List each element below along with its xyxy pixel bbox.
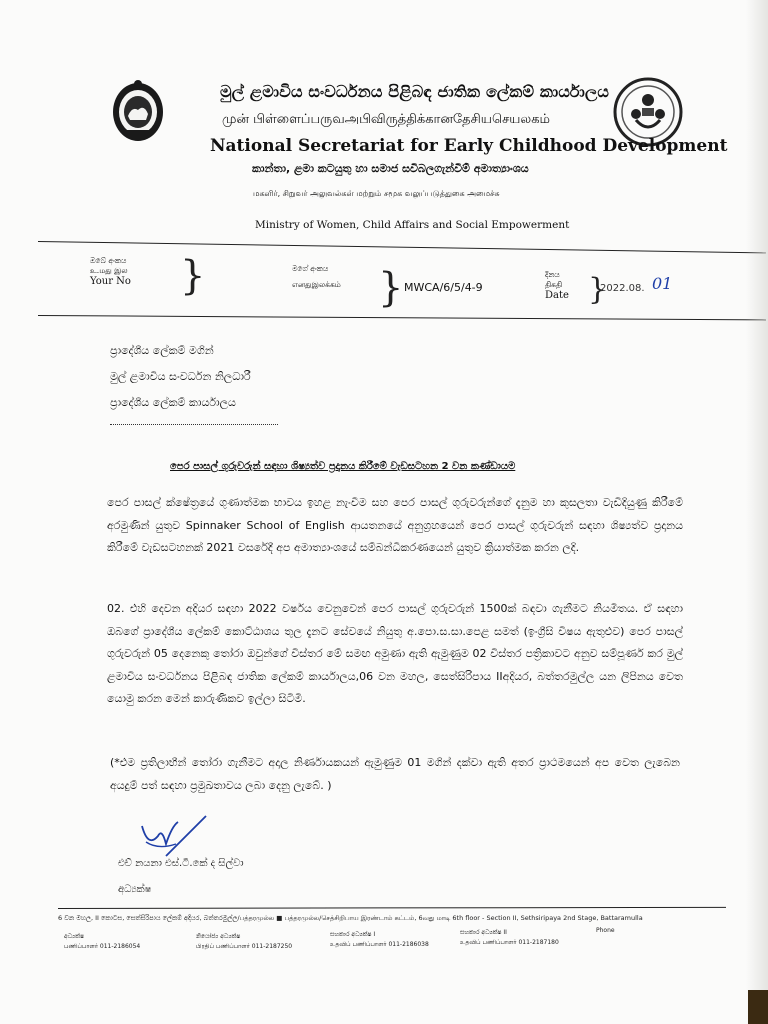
body-paragraph-1: පෙර පාසල් ක්ෂේත්‍රයේ ගුණාත්මක භාවය ඉහළ නැංවීම සහ පෙර පාසල් ගුරුවරුන්ගේ දැනුම හා කුසලතා වැඩිදියුණු කිරීමේ අරමුණින් යුතුව Spinnaker School of English ආයතනයේ අනුග්‍රහයෙන් පෙර පාසල් ගුරුවරුන් සඳහා ශිෂ්‍යත්ව ප්‍රදානය කිරීමේ වැඩසටහනක් 2021 වසරේදී අප අමාත්‍යාංශයේ සම්බන්ධීකරණයෙන් යුතුව ක්‍රියාත්මක කරන ලදි. [107, 496, 683, 554]
footer-contact-3-value: உதவிப் பணிப்பாளர் 011-2186038 [330, 941, 429, 948]
date-sinhala: දිනය [545, 270, 560, 279]
footer-contact-4-value: உதவிப் பணிப்பாளர் 011-2187180 [460, 939, 559, 946]
ministry-sinhala: කාන්තා, ළමා කටයුතු හා සමාජ සවිබලගැන්වීම් අමාත්‍යාංශය [252, 162, 529, 175]
footer-contact-1 [64, 932, 140, 952]
reference-number: MWCA/6/5/4-9 [404, 281, 483, 294]
footer-contact-2-label: නියෝජ්‍ය අධ්‍යක්ෂ [196, 933, 241, 940]
date-tamil: திகதி [545, 280, 563, 289]
footer-rule [58, 907, 726, 909]
my-no-block [292, 264, 341, 290]
header-bottom-rule [38, 315, 766, 320]
footer-contact-1-value: பணிப்பாளர் 011-2186054 [64, 943, 141, 950]
recipient-address [110, 338, 251, 416]
ministry-english: Ministry of Women, Child Affairs and Social Empowerment [255, 219, 570, 231]
letterhead-sinhala-title: මුල් ළමාවිය සංවර්ධනය පිළිබඳ ජාතික ලේකම් කාර්යාලය [220, 82, 610, 101]
date-value: 2022.08. [600, 283, 645, 294]
date-block [545, 270, 569, 301]
footer-contact-5 [596, 926, 615, 936]
sri-lanka-emblem-icon [110, 78, 166, 144]
signatory-name: එච් නයනා එස්.ටී.කේ ද සිල්වා [118, 858, 244, 869]
your-no-sinhala: ඔබේ අංකය [90, 256, 127, 265]
signatory-block [118, 851, 244, 903]
footer-contact-4 [460, 928, 559, 948]
header-top-rule [38, 241, 766, 253]
letterhead-english-title: National Secretariat for Early Childhood Development [210, 136, 728, 156]
recipient-line-2: මුල් ළමාවිය සංවර්ධන නිලධාරී [110, 370, 251, 383]
your-no-brace: } [180, 253, 206, 299]
recipient-dotted-line [110, 424, 278, 425]
footer-contact-5-label: Phone [596, 927, 615, 934]
my-no-brace: } [378, 265, 404, 311]
footer-contact-2 [196, 932, 292, 952]
footer-contact-3 [330, 930, 429, 950]
date-brace: } [588, 272, 608, 307]
footer-contact-3-label: සහකාර අධ්‍යක්ෂ I [330, 931, 376, 938]
signatory-title: අධ්‍යක්ෂ [118, 884, 152, 895]
page-edge-shadow [746, 0, 768, 1024]
date-english: Date [545, 290, 569, 301]
my-no-sinhala: මගේ අංකය [292, 264, 329, 273]
body-paragraph-2: 02. එහි දෙවන අදියර සඳහා 2022 වර්ෂය වෙනුවෙන් පෙර පාසල් ගුරුවරුන් 1500ක් බඳවා ගැනීමට නියමිතය. ඒ සඳහා ඔබගේ ප්‍රාදේශීය ලේකම් කොට්ඨාශය තුල දැනට සේවයේ නියුතු අ.පො.ස.සා.පෙළ සමත් (ඉංග්‍රීසි විෂය ඇතුළුව) පෙර පාසල් ගුරුවරුන් 05 දෙනෙකු තෝරා ඔවුන්ගේ විස්තර මේ සමඟ අමුණා ඇති ඇමුණුම 02 විස්තර පත්‍රිකාවට අනුව සම්පූර්ණ කර මුල් ළමාවිය සංවර්ධනය පිළිබඳ ජාතික ලේකම් කාර්යාලය,06 වන මහල, සෙත්සිරිපාය IIඅදියර, බත්තරමුල්ල යන ලිපිනය වෙත යොමු කරන මෙන් කාරුණිකව ඉල්ලා සිටිමි. [107, 602, 683, 705]
your-no-block [90, 256, 131, 287]
your-no-tamil: உ.மது இல [90, 266, 128, 275]
ministry-tamil: மகளிர், சிறுவர் அலுவல்கள் மற்றும் சமூக வலுப்படுத்துகை அமைச்சு [253, 189, 500, 198]
background-edge [748, 990, 768, 1024]
body-paragraph-3: (*එම ප්‍රතිලාභීන් තෝරා ගැනීමට අදාල නිර්ණායකයන් ඇමුණුම 01 මගින් දක්වා ඇති අතර ප්‍රාථමයෙන් අප වෙත ලැබෙන අයදුම් පත් සඳහා ප්‍රමුඛතාවය ලබා දෙනු ලැබේ. ) [110, 756, 680, 792]
footer-contact-2-value: பிரதிப் பணிப்பாளர் 011-2187250 [196, 943, 293, 950]
your-no-english: Your No [90, 276, 131, 287]
date-handwritten-day: 01 [652, 274, 673, 293]
footer-address: 6 වන මහල, II කොටස, සෙත්සිරිපාය ලේකම් අදියර, බත්තරමුල්ල/பத்தரமுல்ல ■ பத்தரமுல்ல/செத்சிறிபாய இரண்டாம் கட்டம், 6வது மாடி 6th floor - Section II, Sethsiripaya 2nd Stage, Battaramulla [58, 914, 643, 922]
letterhead-tamil-title: முன் பிள்ளைப்பருவஅபிவிருத்திக்கானதேசியசெயலகம் [222, 112, 550, 127]
footer-contact-4-label: සහකාර අධ්‍යක්ෂ II [460, 929, 507, 936]
my-no-tamil: எனதுஇலக்கம் [292, 280, 341, 289]
footer-contact-1-label: අධ්‍යක්ෂ [64, 933, 85, 940]
recipient-line-1: ප්‍රාදේශීය ලේකම් මගින් [110, 344, 214, 357]
letter-subject: පෙර පාසල් ගුරුවරුන් සඳහා ශිෂ්‍යත්ව ප්‍රදානය කිරීමේ වැඩසටහන 2 වන කණ්ඩායම [170, 461, 516, 472]
recipient-line-3: ප්‍රාදේශීය ලේකම් කාර්යාලය [110, 396, 236, 409]
